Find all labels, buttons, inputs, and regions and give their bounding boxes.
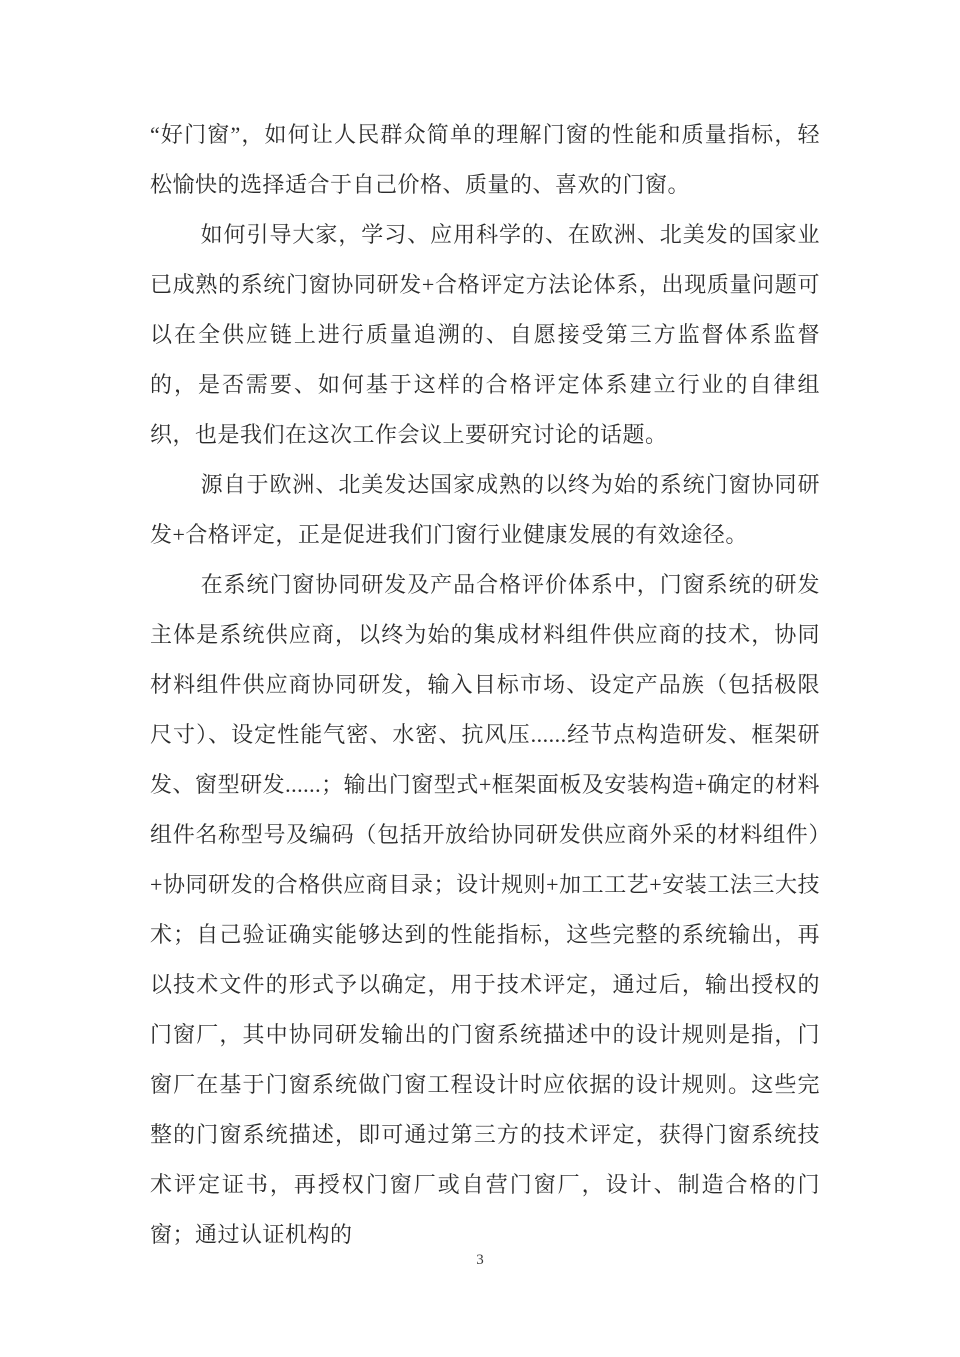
paragraph-4: 在系统门窗协同研发及产品合格评价体系中，门窗系统的研发主体是系统供应商，以终为始的集成材料组件供应商的技术，协同材料组件供应商协同研发，输入目标市场、设定产品族（包括极限尺寸）、设定性能气密、水密、抗风压......经节点构造研发、框架研发、窗型研发......；输出门窗型式+框架面板及安装构造+确定的材料组件名称型号及编码（包括开放给协同研发供应商外采的材料组件）+协同研发的合格供应商目录；设计规则+加工工艺+安装工法三大技术；自己验证确实能够达到的性能指标，这些完整的系统输出，再以技术文件的形式予以确定，用于技术评定，通过后，输出授权的门窗厂，其中协同研发输出的门窗系统描述中的设计规则是指，门窗厂在基于门窗系统做门窗工程设计时应依据的设计规则。这些完整的门窗系统描述，即可通过第三方的技术评定，获得门窗系统技术评定证书，再授权门窗厂或自营门窗厂，设计、制造合格的门窗；通过认证机构的 bbox=[150, 572, 820, 1247]
page-number: 3 bbox=[476, 1252, 484, 1268]
paragraph-1: “好门窗”，如何让人民群众简单的理解门窗的性能和质量指标，轻松愉快的选择适合于自己价格、质量的、喜欢的门窗。 bbox=[150, 122, 820, 197]
paragraph-2: 如何引导大家，学习、应用科学的、在欧洲、北美发的国家业已成熟的系统门窗协同研发+合格评定方法论体系，出现质量问题可以在全供应链上进行质量追溯的、自愿接受第三方监督体系监督的，是否需要、如何基于这样的合格评定体系建立行业的自律组织，也是我们在这次工作会议上要研究讨论的话题。 bbox=[150, 222, 820, 447]
document-body bbox=[150, 110, 820, 1260]
paragraph-3: 源自于欧洲、北美发达国家成熟的以终为始的系统门窗协同研发+合格评定，正是促进我们门窗行业健康发展的有效途径。 bbox=[150, 472, 820, 547]
